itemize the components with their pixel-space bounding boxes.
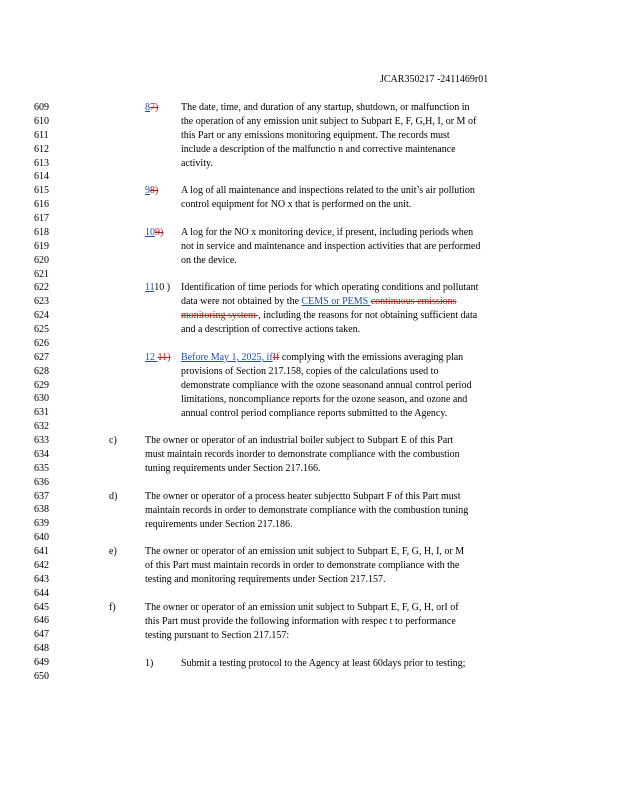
line-number: 609 xyxy=(34,102,49,113)
line-number: 642 xyxy=(34,559,49,571)
inserted-number: 8 xyxy=(145,102,150,113)
line-number: 643 xyxy=(34,573,49,585)
inserted-text: Before May 1, 2025, if xyxy=(181,352,273,363)
inserted-number: 10 xyxy=(145,227,155,238)
line-number: 645 xyxy=(34,601,49,613)
line-number: 612 xyxy=(34,143,49,155)
item-text-line: annual control period compliance reports submitted to the Agency. xyxy=(181,407,448,419)
item-text-line: A log of all maintenance and inspections related to the unit’s air pollution xyxy=(181,185,475,196)
paragraph-label: d) xyxy=(109,491,118,502)
line-number: 647 xyxy=(34,629,49,641)
item-number xyxy=(145,184,158,198)
line-number: 614 xyxy=(34,171,49,183)
paragraph-line: tuning requirements under Section 217.166. xyxy=(145,462,321,474)
item-text-line: this Part or any emissions monitoring equipment. The records must xyxy=(181,129,450,141)
item-text: data were not obtained by the xyxy=(181,295,302,307)
line-number: 630 xyxy=(34,393,49,405)
paragraph-line: this Part must provide the following information with respec t to performance xyxy=(145,615,456,627)
subitem-text: Submit a testing protocol to the Agency at least 60days prior to testing; xyxy=(181,658,466,669)
item-text-line: include a description of the malfunctio n and corrective maintenance xyxy=(181,143,456,155)
item-text-line: limitations, noncompliance reports for the ozone season, and ozone and xyxy=(181,393,468,405)
item-text-line: Identification of time periods for which operating conditions and pollutant xyxy=(181,282,479,293)
line-number: 637 xyxy=(34,490,49,502)
line-number: 619 xyxy=(34,240,49,252)
line-number: 616 xyxy=(34,199,49,211)
line-number: 641 xyxy=(34,546,49,557)
line-number: 635 xyxy=(34,462,49,474)
line-number: 644 xyxy=(34,587,49,599)
item-text-line: control equipment for NO x that is performed on the unit. xyxy=(181,198,412,210)
paragraph-line: The owner or operator of an emission unit subject to Subpart E, F, G, H, I, or M xyxy=(145,546,465,557)
item-text: complying with the emissions averaging plan xyxy=(279,352,464,363)
line-number: 623 xyxy=(34,296,49,308)
list-item xyxy=(181,101,541,170)
line-number: 628 xyxy=(34,365,49,377)
line-number: 632 xyxy=(34,421,49,433)
line-number: 640 xyxy=(34,532,49,544)
line-number: 650 xyxy=(34,670,49,682)
item-number xyxy=(145,226,163,240)
line-number: 624 xyxy=(34,310,49,322)
line-number: 627 xyxy=(34,351,49,363)
deleted-number: 7) xyxy=(150,102,159,113)
inserted-number: 9 xyxy=(145,185,150,196)
item-text-line xyxy=(181,295,541,309)
line-number: 622 xyxy=(34,282,49,294)
plain-number: 12 xyxy=(145,352,158,363)
line-number: 636 xyxy=(34,476,49,488)
line-number: 649 xyxy=(34,657,49,668)
line-number: 633 xyxy=(34,435,49,446)
line-number: 613 xyxy=(34,157,49,169)
line-number: 631 xyxy=(34,407,49,419)
item-text-line: A log for the NO x monitoring device, if present, including periods when xyxy=(181,227,474,238)
paragraph xyxy=(145,601,525,643)
paragraph-label: e) xyxy=(109,546,117,557)
item-text-line: The date, time, and duration of any startup, shutdown, or malfunction in xyxy=(181,102,470,113)
item-text-line: activity. xyxy=(181,157,213,169)
list-item xyxy=(181,281,541,337)
paragraph-line: of this Part must maintain records in order to demonstrate compliance with the xyxy=(145,559,460,571)
line-number: 621 xyxy=(34,268,49,280)
inserted-number: 11 xyxy=(145,282,155,293)
item-number xyxy=(145,351,170,365)
deleted-number: 11) xyxy=(157,352,171,363)
line-number: 646 xyxy=(34,615,49,627)
document-id-header: JCAR350217 -2411469r01 xyxy=(380,74,489,85)
paragraph xyxy=(145,490,525,532)
inserted-text: CEMS or PEMS xyxy=(301,295,371,307)
paragraph-line: requirements under Section 217.186. xyxy=(145,518,293,530)
line-number: 629 xyxy=(34,379,49,391)
paragraph xyxy=(145,434,525,476)
item-text-line: the operation of any emission unit subject to Subpart E, F, G,H, I, or M of xyxy=(181,115,477,127)
item-text: , including the reasons for not obtaining sufficient data xyxy=(258,309,478,321)
line-number: 626 xyxy=(34,337,49,349)
plain-number: 10 ) xyxy=(154,282,171,293)
deleted-number: 8) xyxy=(150,185,159,196)
line-number: 648 xyxy=(34,643,49,655)
item-number xyxy=(145,281,170,295)
deleted-text: continuous emissions xyxy=(370,295,457,307)
paragraph-label: c) xyxy=(109,435,117,446)
paragraph-line: The owner or operator of a process heater subjectto Subpart F of this Part must xyxy=(145,491,461,502)
item-text-line: and a description of corrective actions taken. xyxy=(181,323,361,335)
line-number: 618 xyxy=(34,226,49,238)
line-number: 615 xyxy=(34,185,49,197)
item-text-line xyxy=(181,309,541,323)
deleted-text: If xyxy=(272,352,280,363)
paragraph-label: f) xyxy=(109,602,116,613)
item-text-line: on the device. xyxy=(181,254,237,266)
line-number-column xyxy=(34,101,64,684)
line-number: 639 xyxy=(34,518,49,530)
item-number xyxy=(145,101,158,115)
item-text-line: demonstrate compliance with the ozone seasonand annual control period xyxy=(181,379,472,391)
item-text-line: provisions of Section 217.158, copies of the calculations used to xyxy=(181,365,439,377)
paragraph-line: testing and monitoring requirements under Section 217.157. xyxy=(145,573,386,585)
list-item xyxy=(181,184,541,212)
list-item xyxy=(181,226,541,268)
line-number: 625 xyxy=(34,324,49,335)
paragraph-line: The owner or operator of an emission unit subject to Subpart E, F, G, H, orI of xyxy=(145,602,459,613)
item-text-line: not in service and maintenance and inspection activities that are performed xyxy=(181,240,481,252)
item-text-line xyxy=(181,351,541,365)
subitem-label: 1) xyxy=(145,658,154,669)
line-number: 638 xyxy=(34,504,49,516)
line-number: 617 xyxy=(34,213,49,224)
deleted-text: monitoring system xyxy=(181,309,259,321)
line-number: 634 xyxy=(34,448,49,460)
line-number: 620 xyxy=(34,254,49,266)
paragraph xyxy=(145,545,525,587)
line-number: 611 xyxy=(34,129,49,141)
paragraph-line: must maintain records inorder to demonstrate compliance with the combustion xyxy=(145,448,460,460)
line-number: 610 xyxy=(34,115,49,127)
paragraph-line: maintain records in order to demonstrate compliance with the combustion tuning xyxy=(145,504,469,516)
list-item xyxy=(181,351,541,420)
subitem xyxy=(181,657,541,671)
deleted-number: 9) xyxy=(155,227,164,238)
paragraph-line: testing pursuant to Section 217.157: xyxy=(145,629,290,641)
paragraph-line: The owner or operator of an industrial boiler subject to Subpart E of this Part xyxy=(145,435,454,446)
